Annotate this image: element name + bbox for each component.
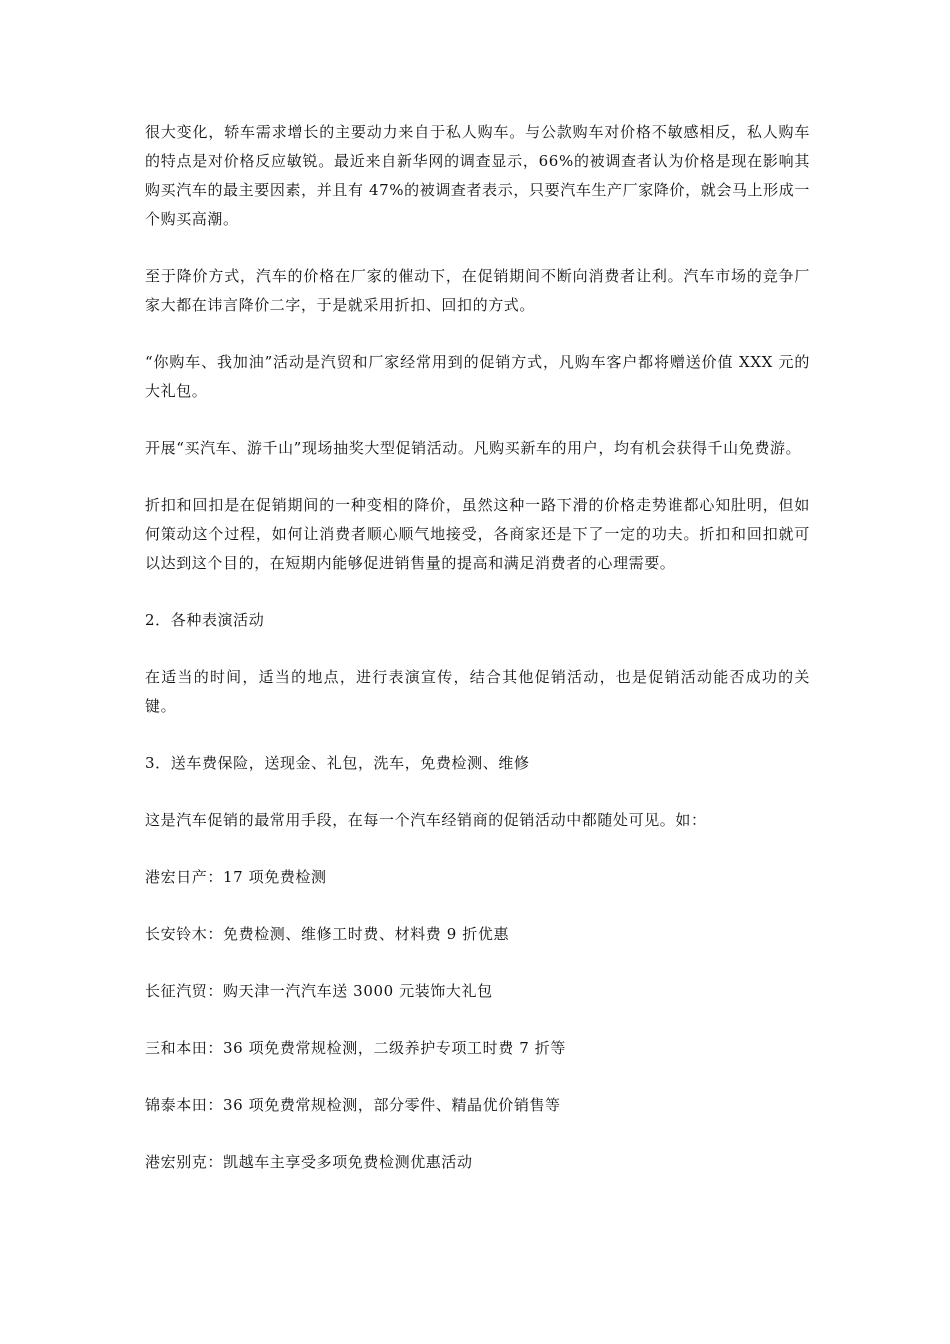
paragraph-discount-rebate: 折扣和回扣是在促销期间的一种变相的降价，虽然这种一路下滑的价格走势谁都心知肚明，但如何策动这个过程，如何让消费者顺心顺气地接受，各商家还是下了一定的功夫。折扣和回扣就可以达到这个目的，在短期内能够促进销售量的提高和满足消费者的心理需要。	[145, 496, 810, 572]
paragraph-lottery-promotion: 开展“买汽车、游千山”现场抽奖大型促销活动。凡购买新车的用户，均有机会获得千山免费游。	[145, 439, 802, 457]
section-heading-gifts-services: 3．送车费保险，送现金、礼包，洗车，免费检测、维修	[145, 754, 530, 772]
document-page	[145, 118, 810, 1205]
paragraph-common-means: 这是汽车促销的最常用手段，在每一个汽车经销商的促销活动中都随处可见。如：	[145, 811, 707, 829]
paragraph-private-car-demand: 很大变化，轿车需求增长的主要动力来自于私人购车。与公款购车对价格不敏感相反，私人购车的特点是对价格反应敏锐。最近来自新华网的调查显示，66%的被调查者认为价格是现在影响其购买汽车的最主要因素，并且有 47%的被调查者表示，只要汽车生产厂家降价，就会马上形成一个购买高潮。	[145, 123, 810, 228]
paragraph-price-cut-method: 至于降价方式，汽车的价格在厂家的催动下，在促销期间不断向消费者让利。汽车市场的竞争厂家大都在讳言降价二字，于是就采用折扣、回扣的方式。	[145, 267, 810, 314]
paragraph-gas-promotion: “你购车、我加油”活动是汽贸和厂家经常用到的促销方式，凡购车客户都将赠送价值 XXX 元的大礼包。	[145, 353, 810, 400]
section-heading-performances: 2．各种表演活动	[145, 611, 265, 629]
dealer-item: 长安铃木：免费检测、维修工时费、材料费 9 折优惠	[145, 925, 510, 943]
dealer-item: 港宏日产：17 项免费检测	[145, 868, 327, 886]
paragraph-performance-promotion: 在适当的时间，适当的地点，进行表演宣传，结合其他促销活动，也是促销活动能否成功的关键。	[145, 668, 810, 715]
dealer-item: 港宏别克：凯越车主享受多项免费检测优惠活动	[145, 1153, 473, 1171]
dealer-item: 三和本田：36 项免费常规检测，二级养护专项工时费 7 折等	[145, 1039, 566, 1057]
dealer-item: 锦泰本田：36 项免费常规检测，部分零件、精晶优价销售等	[145, 1096, 561, 1114]
dealer-item: 长征汽贸：购天津一汽汽车送 3000 元装饰大礼包	[145, 982, 493, 1000]
